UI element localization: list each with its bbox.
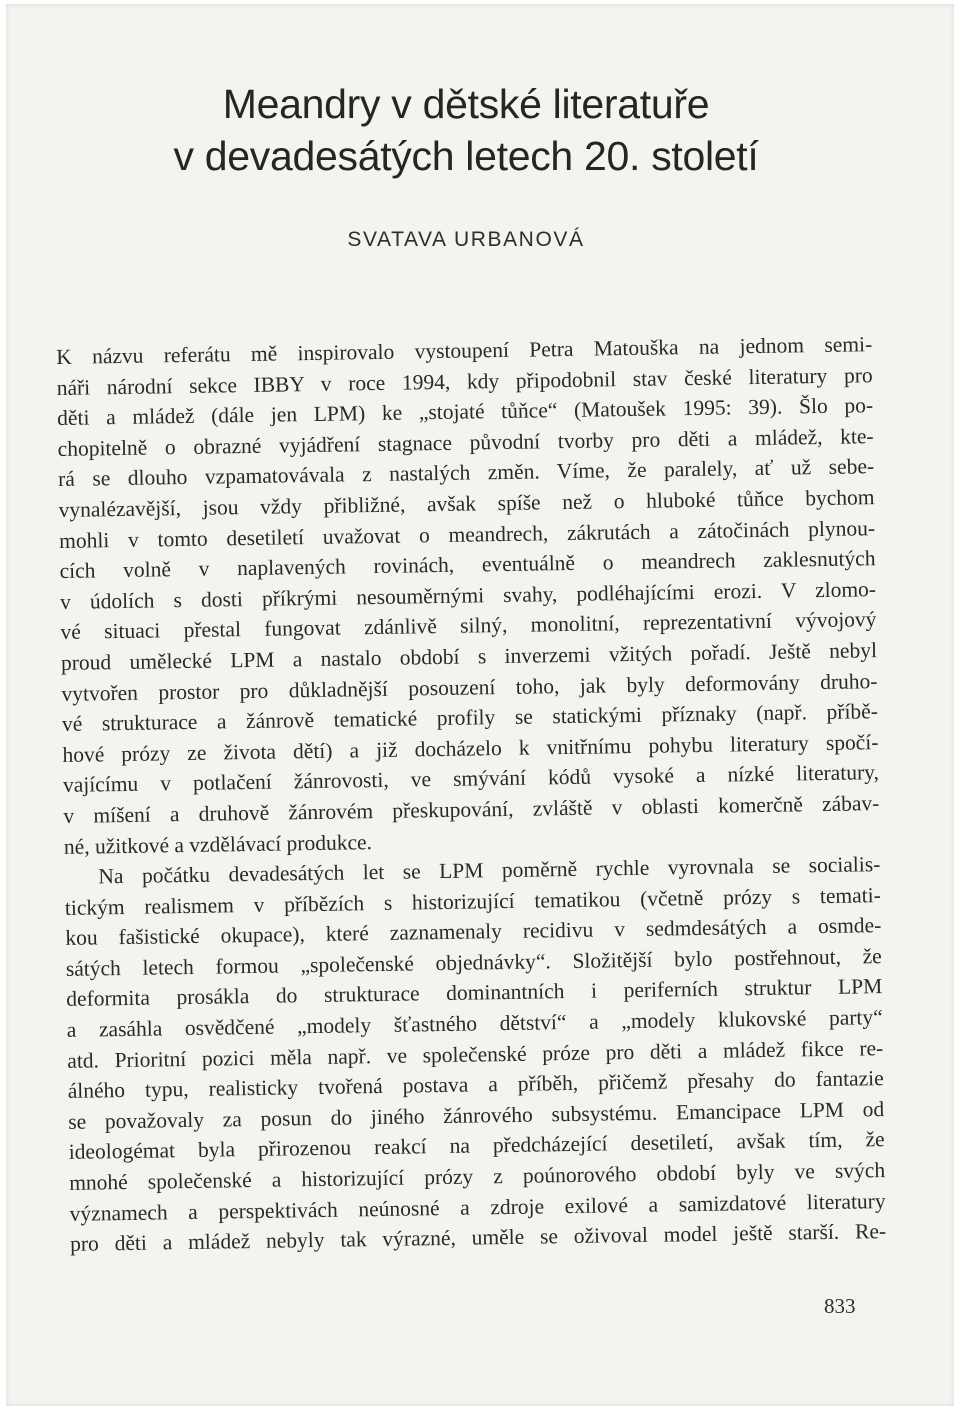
text-line: atd. Prioritní pozici měla např. ve společenské próze pro děti a mládež fikce re-: [67, 1035, 884, 1073]
text-line: kou fašistické okupace), které zaznamenaly recidivu v sedmdesátých a osmde-: [65, 913, 882, 951]
article-title: [116, 78, 816, 182]
text-line: álného typu, realisticky tvořená postava a příběh, přičemž přesahy do fantazie: [67, 1066, 884, 1104]
book-page: [6, 4, 954, 1406]
article-body: [56, 329, 886, 1260]
text-line: v údolích s dosti příkrými nesouměrnými svahy, podléhajícími erozi. V zlomo-: [59, 576, 877, 614]
text-line: hové prózy ze života dětí) a již docházelo k vnitřnímu pohybu literatury spočí-: [62, 729, 879, 767]
text-line: deformita prosákla do strukturace dominantních i periferních struktur LPM: [66, 974, 883, 1012]
text-line: né, užitkové a vzdělávací produkce.: [63, 829, 373, 859]
text-line: cích volně v naplavených rovinách, eventuálně o meandrech zaklesnutých: [59, 546, 876, 584]
title-line: Meandry v dětské literatuře: [222, 81, 710, 127]
text-line: tickým realismem v příbězích s historizující tematikou (včetně prózy s temati-: [64, 882, 881, 920]
title-line: v devadesátých letech 20. století: [173, 133, 759, 179]
text-line: K názvu referátu mě inspirovalo vystoupení Petra Matouška na jednom semi-: [56, 332, 873, 369]
text-line: vé strukturace a žánrově tematické profily se statickými příznaky (např. příbě-: [61, 699, 879, 737]
page-number: 833: [824, 1294, 856, 1318]
text-line: vajícímu v potlačení žánrovosti, ve smývání kódů vysoké a nízké literatury,: [62, 760, 880, 798]
text-line: významech a perspektivách neúnosné a zdroje exilové a samizdatové literatury: [69, 1188, 886, 1226]
paragraph: [56, 329, 880, 862]
text-line: děti a mládež (dále jen LPM) ke „stojaté tůňce“ (Matoušek 1995: 39). Šlo po-: [57, 393, 874, 431]
paragraph: [64, 849, 886, 1259]
text-line: chopitelně o obrazné vyjádření stagnace původní tvorby pro děti a mládež, kte-: [57, 423, 874, 461]
text-line: vynalézavější, jsou vždy přibližné, avšak spíše než o hluboké tůňce bychom: [58, 485, 875, 522]
text-line: vytvořen prostor pro důkladnější posouzení toho, jak byly deformovány druho-: [61, 668, 878, 706]
text-line: Na počátku devadesátých let se LPM poměrně rychle vyrovnala se socialis-: [98, 852, 881, 889]
text-line: proud umělecké LPM a nastalo období s inverzemi vžitých pořadí. Ještě nebyl: [60, 638, 878, 675]
text-line: náři národní sekce IBBY v roce 1994, kdy připodobnil stav české literatury pro: [56, 362, 873, 400]
text-line: vé situaci přestal fungovat zdánlivě silný, monolitní, reprezentativní vývojový: [60, 607, 877, 645]
text-line: mohli v tomto desetiletí uvažovat o meandrech, zákrutách a zátočinách plynou-: [58, 515, 876, 553]
text-line: sátých letech formou „společenské objednávky“. Složitější bylo postřehnout, že: [65, 943, 882, 981]
text-line: mnohé společenské a historizující prózy z poúnorového období byly ve svých: [69, 1158, 886, 1195]
text-line: rá se dlouho vzpamatovávala z nastalých změn. Víme, že paralely, ať už sebe-: [57, 454, 875, 492]
text-line: se považovaly za posun do jiného žánrového subsystému. Emancipace LPM od: [68, 1096, 885, 1134]
text-line: ideologémat byla přirozenou reakcí na předcházející desetiletí, avšak tím, že: [68, 1127, 885, 1165]
text-line: v míšení a druhově žánrovém přeskupování, zvláště v oblasti komerčně zábav-: [63, 791, 880, 828]
author-name: SVATAVA URBANOVÁ: [347, 228, 585, 251]
text-line: a zasáhla osvědčené „modely šťastného dětství“ a „modely klukovské party“: [66, 1005, 883, 1042]
text-line: pro děti a mládež nebyly tak výrazné, uměle se oživoval model ještě starší. Re-: [69, 1219, 887, 1257]
